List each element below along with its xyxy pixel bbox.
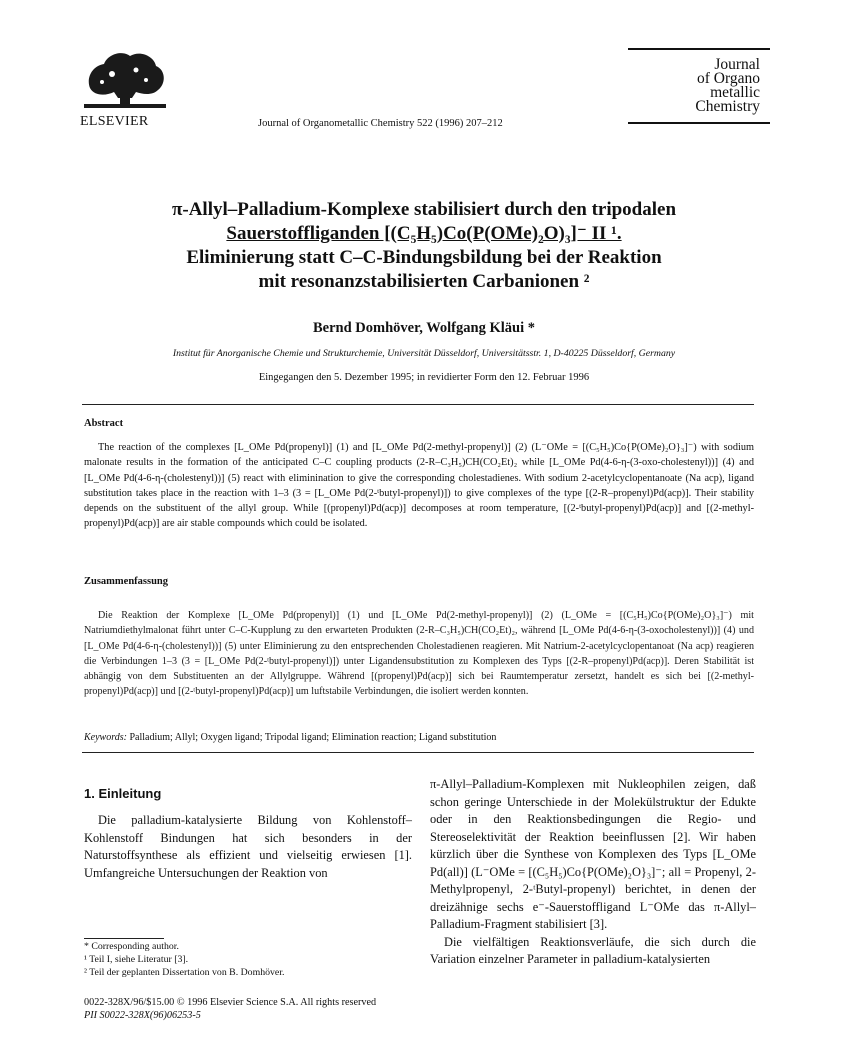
pii-line: PII S0022-328X(96)06253-5 bbox=[84, 1010, 201, 1021]
footnote: * Corresponding author. bbox=[84, 941, 179, 952]
intro-right-paragraph: Die vielfältigen Reaktionsverläufe, die sich durch die Variation einzelner Parameter in palladium-katalysierten bbox=[430, 934, 756, 966]
authors: Bernd Domhöver, Wolfgang Kläui * bbox=[313, 320, 535, 336]
elsevier-tree-logo bbox=[82, 48, 168, 110]
footnote: ¹ Teil I, siehe Literatur [3]. bbox=[84, 954, 189, 965]
footnote-rule bbox=[84, 938, 164, 939]
abstract-rule-bottom bbox=[82, 752, 754, 753]
copyright-line: 0022-328X/96/$15.00 © 1996 Elsevier Science S.A. All rights reserved bbox=[84, 997, 377, 1008]
journal-citation: Journal of Organometallic Chemistry 522 (1996) 207–212 bbox=[258, 118, 503, 129]
journal-logo-line: of Organo bbox=[697, 70, 760, 87]
logo-rule-bottom bbox=[628, 122, 770, 124]
abstract-rule-top bbox=[82, 404, 754, 405]
zusammenfassung-text: Die Reaktion der Komplexe [L_OMe Pd(propenyl)] (1) und [L_OMe Pd(2-methyl-propenyl)] (2) (L_OMe = [(C₅H₅)Co{P(OMe)₂O}₃]⁻) mit Natriumdiethylmalonat führt unter C–C-Kupplung zu den erwarteten Produkten (2-R–C₃H₅)CH(CO₂Et)₂, während [L_OMe Pd(4-6-η-(3-oxocholestenyl))] (4) und [L_OMe Pd(4-6-η-(cholestenyl))] (5) unter Eliminierung zu den entsprechenden Cholestadienen reagieren. Mit Natrium-2-acetylcyclopentanoat (Na acp) reagieren die Verbindungen 1–3 (3 = [L_OMe Pd(2-ᵗbutyl-propenyl)]) unter Ligandensubstitution zu Komplexen des Typs [(2-R–propenyl)Pd(acp)]. Deren Stabilität ist abhängig von dem Substituenten an der Allylgruppe. Während [(propenyl)Pd(acp)] sich bei Raumtemperatur zersetzt, handelt es sich bei [(2-methyl-propenyl)Pd(acp)] und [(2-ᵗbutyl-propenyl)Pd(acp)] um luftstabile Verbindungen, die isoliert werden konnten. bbox=[84, 610, 754, 698]
keywords-text: Palladium; Allyl; Oxygen ligand; Tripodal ligand; Elimination reaction; Ligand substitution bbox=[129, 732, 497, 743]
title-line: π-Allyl–Palladium-Komplexe stabilisiert durch den tripodalen bbox=[171, 199, 677, 220]
affiliation: Institut für Anorganische Chemie und Strukturchemie, Universität Düsseldorf, Universitätsstr. 1, D-40225 Düsseldorf, Germany bbox=[172, 348, 676, 359]
keywords-label: Keywords: bbox=[84, 732, 127, 743]
journal-logo-line: Journal bbox=[714, 56, 760, 73]
title-line: Eliminierung statt C–C-Bindungsbildung bei der Reaktion bbox=[186, 247, 662, 268]
publisher-name: ELSEVIER bbox=[80, 114, 149, 129]
section-heading: 1. Einleitung bbox=[84, 786, 162, 801]
abstract-text: The reaction of the complexes [L_OMe Pd(propenyl)] (1) and [L_OMe Pd(2-methyl-propenyl)] (2) (L⁻OMe = [(C₅H₅)Co{P(OMe)₂O}₃]⁻) with sodium malonate results in the formation of the anticipated C–C coupling products (2-R–C₃H₅)CH(CO₂Et)₂ while [L_OMe Pd(4-6-η-(3-oxo-cholestenyl))] (4) and [L_OMe Pd(4-6-η-(cholestenyl))] (5) react with eliminination to give the corresponding cholestadienes. With sodium 2-acetylcyclopentanoate (Na acp), ligand substitution takes place in the reaction with 1–3 (3 = [L_OMe Pd(2-ᵗbutyl-propenyl)]) to give complexes of the type [(2-R–propenyl)Pd(acp)]. Their stability depends on the substituent of the allyl group. While [(propenyl)Pd(acp)] decomposes at room temperature, [(2-ᵗbutyl-propenyl)Pd(acp)] and [(2-methyl-propenyl)Pd(acp)] are air stable compounds which could be isolated. bbox=[84, 442, 754, 530]
abstract-heading: Abstract bbox=[84, 418, 124, 429]
intro-right-paragraph: π-Allyl–Palladium-Komplexen mit Nukleophilen zeigen, daß schon geringe Unterschiede in der Molekülstruktur der Edukte oder in den Reaktionsbedingungen die Regio- und Stereoselektivität der Reaktion beeinflussen [2]. Wir haben kürzlich über die Synthese von Komplexen des Typs [L_OMe Pd(all)] (L⁻OMe = [(C₅H₅)Co{P(OMe)₂O}₃]⁻; all = Propenyl, 2-Methylpropenyl, 2-ᵗButyl-propenyl) berichtet, in denen der dreizähnige sechs e⁻-Sauerstoffligand L⁻OMe das π-Allyl–Palladium-Fragment stabilisiert [3]. bbox=[430, 777, 756, 931]
copyright-block bbox=[84, 996, 504, 1022]
journal-logo-line: Chemistry bbox=[695, 98, 760, 115]
zusammenfassung-heading: Zusammenfassung bbox=[84, 576, 169, 587]
intro-left-paragraph: Die palladium-katalysierte Bildung von Kohlenstoff–Kohlenstoff Bindungen hat sich besonders in der Naturstoffsynthese als effizient und vielseitig erwiesen [1]. Umfangreiche Untersuchungen der Reaktion von bbox=[84, 813, 412, 880]
title-line: Sauerstoffliganden [(C₅H₅)Co(P(OMe)₂O)₃]⁻ II ¹. bbox=[226, 223, 622, 244]
footnotes bbox=[84, 940, 414, 979]
article-title bbox=[90, 198, 758, 294]
received-dates: Eingegangen den 5. Dezember 1995; in revidierter Form den 12. Februar 1996 bbox=[258, 372, 590, 383]
intro-right-column bbox=[430, 776, 756, 969]
journal-logo-line: metallic bbox=[710, 84, 760, 101]
title-line: mit resonanzstabilisierten Carbanionen ² bbox=[258, 271, 590, 292]
logo-rule-top bbox=[628, 48, 770, 50]
keywords bbox=[84, 732, 754, 743]
footnote: ² Teil der geplanten Dissertation von B. Domhöver. bbox=[84, 967, 285, 978]
journal-logo bbox=[628, 58, 760, 114]
